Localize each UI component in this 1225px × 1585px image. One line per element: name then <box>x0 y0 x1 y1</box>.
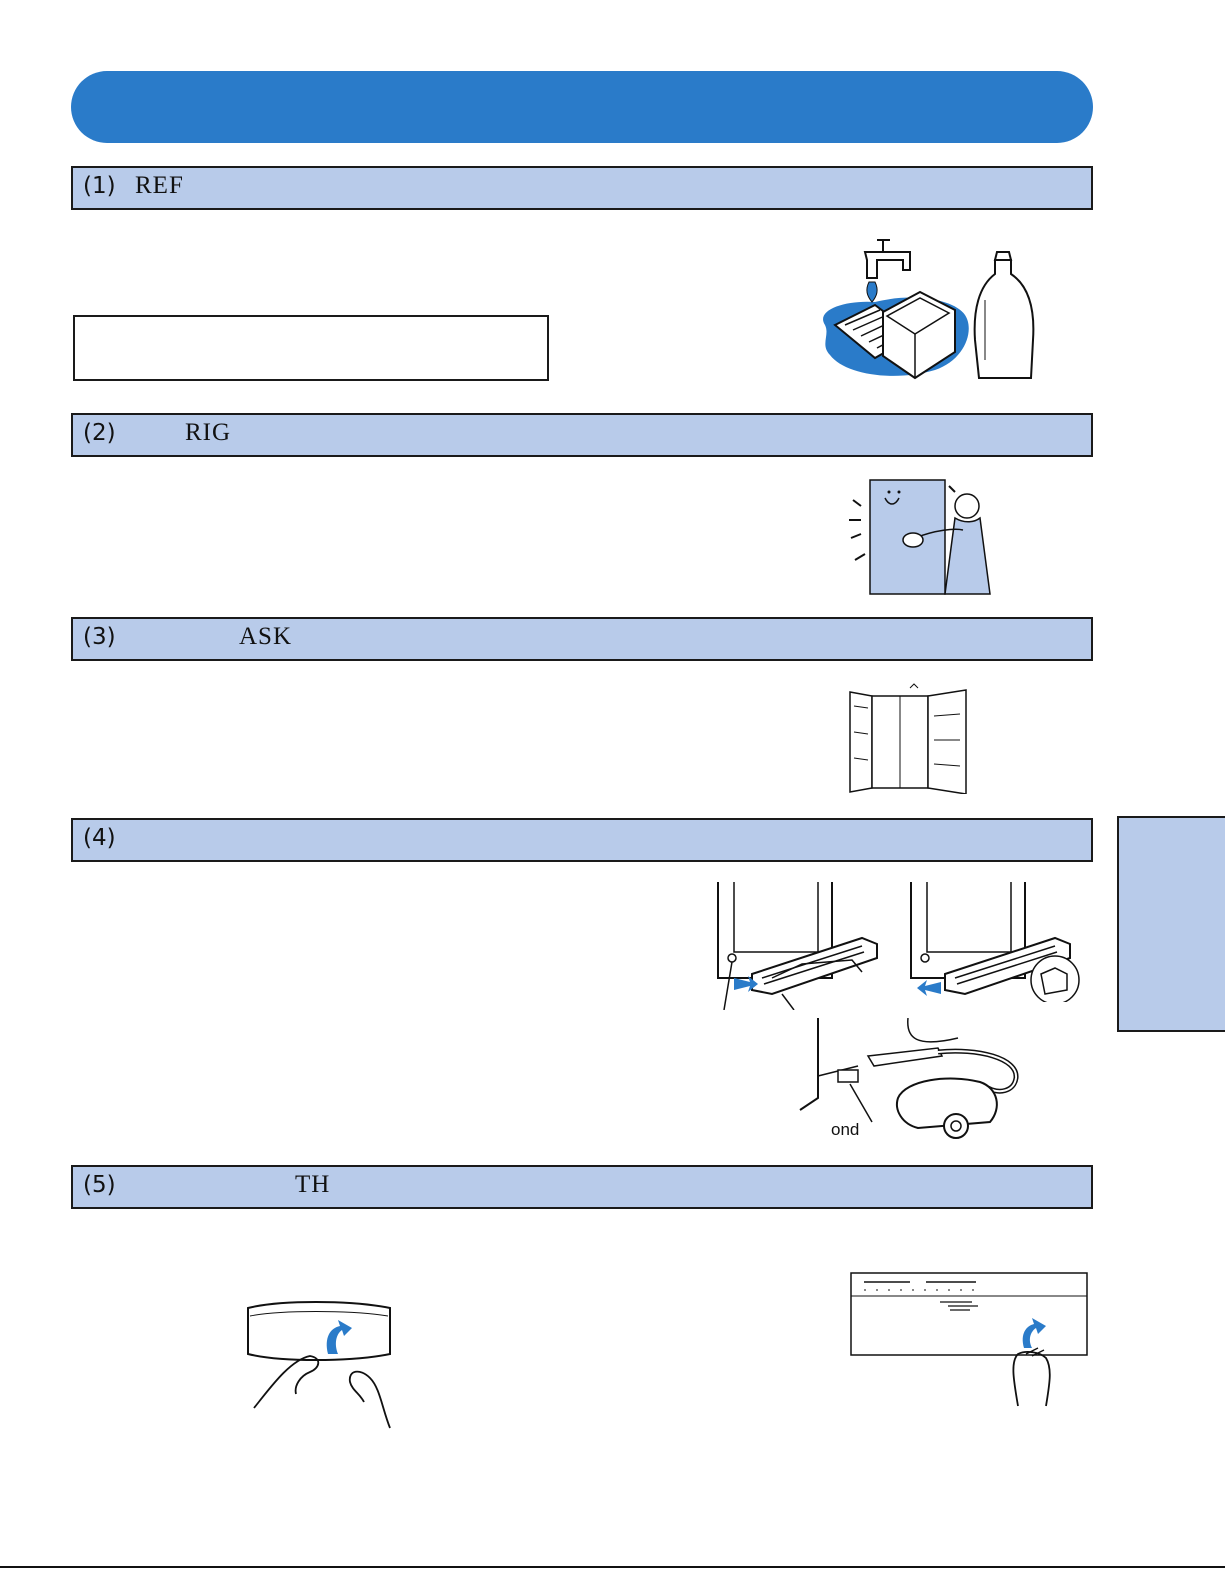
section-2-number: (2) <box>83 420 116 446</box>
install-grille-illustration <box>905 882 1095 1002</box>
washing-parts-illustration <box>815 230 1055 390</box>
section-1-header <box>71 166 1093 210</box>
section-3-header <box>71 617 1093 661</box>
section-5-title: TH <box>295 1171 331 1198</box>
section-2-title: RIG <box>185 419 232 446</box>
condenser-label: ond <box>831 1120 860 1139</box>
section-5-header <box>71 1165 1093 1209</box>
section-4-number: (4) <box>83 825 116 851</box>
peel-label-illustration <box>850 1272 1090 1412</box>
section-1-number: (1) <box>83 173 116 199</box>
section-3-title: ASK <box>239 623 293 650</box>
cleaning-exterior-illustration <box>845 478 995 596</box>
open-refrigerator-illustration <box>848 682 970 794</box>
remove-grille-illustration <box>712 882 882 1010</box>
chapter-side-tab <box>1117 816 1225 1032</box>
note-box <box>73 315 549 381</box>
page-header-banner <box>71 71 1093 143</box>
peel-film-hands-illustration <box>240 1298 400 1430</box>
section-1-title: REF <box>135 172 184 199</box>
section-3-number: (3) <box>83 624 116 650</box>
page-bottom-rule <box>0 1566 1225 1568</box>
section-4-header <box>71 818 1093 862</box>
section-2-header <box>71 413 1093 457</box>
section-5-number: (5) <box>83 1172 116 1198</box>
